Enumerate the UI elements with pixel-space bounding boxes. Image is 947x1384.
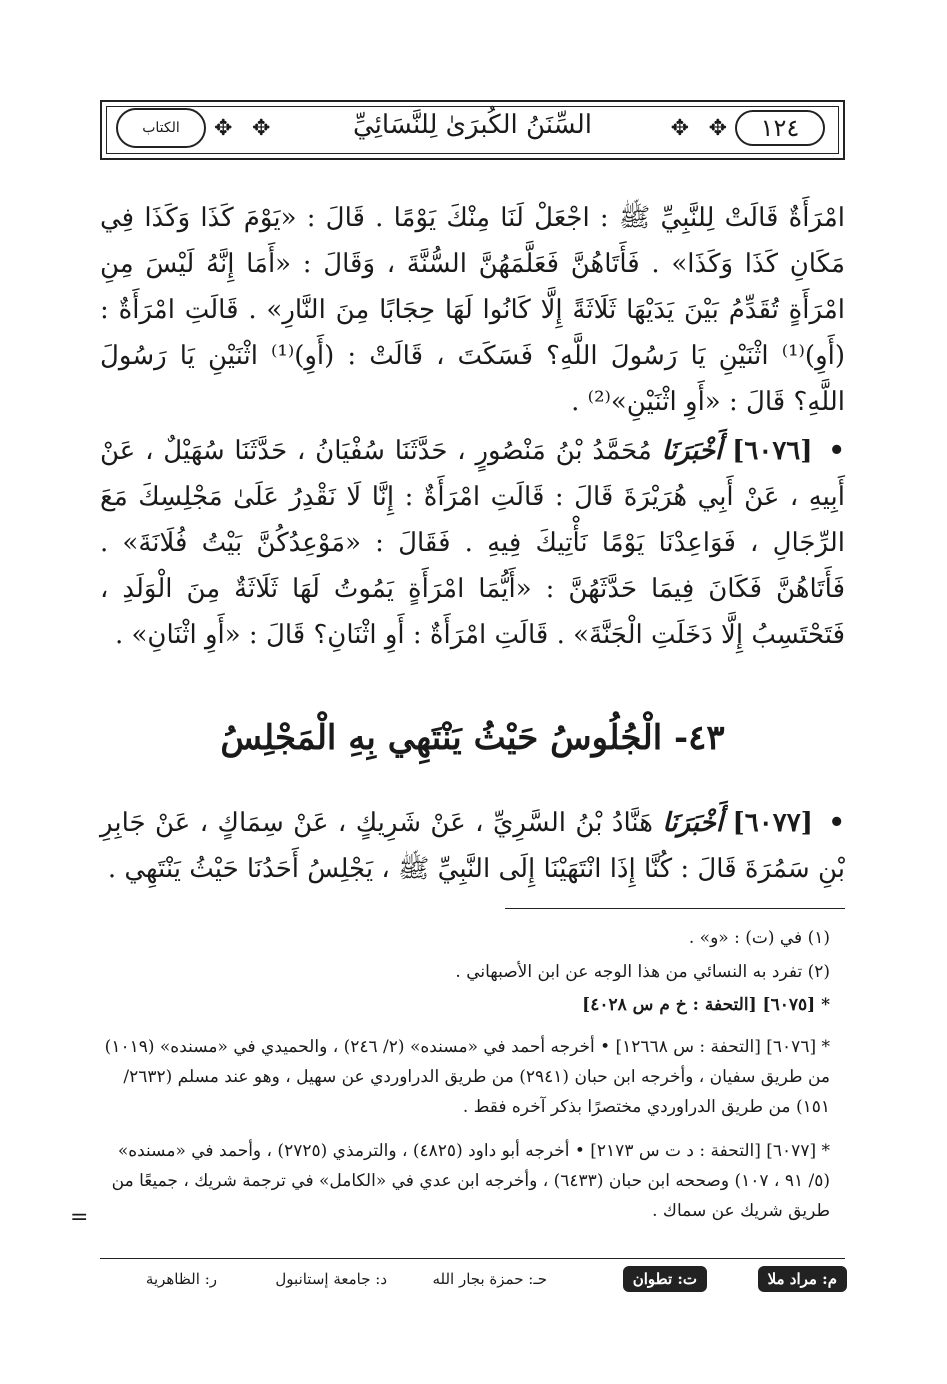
- footnote-divider: [505, 908, 845, 909]
- manuscript-badge-t: ت: تطوان: [623, 1266, 707, 1292]
- takhrij-6076: * [٦٠٧٦] [التحفة : س ١٢٦٦٨] • أخرجه أحمد في «مسنده» (٢/ ٢٤٦) ، والحميدي في «مسنده» (١٠١٩) من طريق سفيان ، وأخرجه ابن حبان (٢٩٤١) من طريق الدراوردي عن سهيل ، وهو عند مسلم (٢٦٣٢/ ١٥١) من طريق الدراوردي مختصرًا بذكر آخره فقط .: [104, 1037, 830, 1117]
- hadith-number: [٦٠٧٧]: [732, 808, 813, 838]
- hadith-number: [٦٠٧٦]: [732, 436, 813, 466]
- manuscript-d: د: جامعة إستانبول: [275, 1270, 387, 1288]
- footnote-1: (١) في (ت) : «و» .: [688, 928, 830, 948]
- hadith-text: مُحَمَّدُ بْنُ مَنْصُورٍ ، حَدَّثَنَا سُفْيَانُ ، حَدَّثَنَا سُهَيْلٌ ، عَنْ أَبِيهِ ، عَنْ أَبِي هُرَيْرَةَ قَالَ : قَالَتِ امْرَأَةٌ : إِنَّا لَا نَقْدِرُ عَلَىٰ مَجْلِسِكَ مَعَ الرِّجَالِ ، فَوَاعِدْنَا يَوْمًا نَأْتِيكَ فِيهِ . فَقَالَ : «مَوْعِدُكُنَّ بَيْتُ فُلَانَةَ» . فَأَتَاهُنَّ فَكَانَ فِيمَا حَدَّثَهُنَّ : «أَيُّمَا امْرَأَةٍ يَمُوتُ لَهَا ثَلَاثَةٌ مِنَ الْوَلَدِ ، فَتَحْتَسِبُ إِلَّا دَخَلَتِ الْجَنَّةَ» . قَالَتِ امْرَأَةٌ : أَوِ اثْنَانِ؟ قَالَ : «أَوِ اثْنَانِ» .: [100, 436, 845, 650]
- continuation-mark: =: [70, 1205, 89, 1230]
- manuscript-h: حـ: حمزة بجار الله: [432, 1270, 547, 1288]
- page-number: ١٢٤: [735, 110, 825, 146]
- decor-knot-icon: ✥: [670, 116, 689, 141]
- book-title: السِّنَنُ الكُبرَىٰ لِلنَّسَائِيِّ: [353, 110, 592, 140]
- hadith-6077: [100, 800, 845, 892]
- decor-knot-icon: ✥: [214, 116, 233, 141]
- narration-marker: أَخْبَرَنَا: [661, 436, 723, 466]
- narration-marker: أَخْبَرَنَا: [662, 808, 724, 838]
- takhrij-6075: * [٦٠٧٥] [التحفة : خ م س ٤٠٢٨]: [582, 995, 830, 1015]
- decor-knot-icon: ✥: [708, 116, 727, 141]
- ornament-text: الكتاب: [142, 120, 180, 136]
- hadith-6076: [100, 428, 845, 658]
- header-ornament: [116, 108, 206, 148]
- paragraph-continuation: امْرَأَةٌ قَالَتْ لِلنَّبِيِّ ﷺ : اجْعَلْ لَنَا مِنْكَ يَوْمًا . قَالَ : «يَوْمَ كَذَا وَكَذَا فِي مَكَانِ كَذَا وَكَذَا» . فَأَتَاهُنَّ فَعَلَّمَهُنَّ السُّنَّةَ ، وَقَالَ : «أَمَا إِنَّهُ لَيْسَ مِنِ امْرَأَةٍ تُقَدِّمُ بَيْنَ يَدَيْهَا ثَلَاثَةً إِلَّا كَانُوا لَهَا حِجَابًا مِنَ النَّارِ» . قَالَتِ امْرَأَةٌ : (أَوِ)⁽¹⁾ اثْنَيْنِ يَا رَسُولَ اللَّهِ؟ فَسَكَتَ ، قَالَتْ : (أَوِ)⁽¹⁾ اثْنَيْنِ يَا رَسُولَ اللَّهِ؟ قَالَ : «أَوِ اثْنَيْنِ»⁽²⁾ .: [100, 203, 845, 417]
- bottom-divider: [100, 1258, 845, 1259]
- takhrij-6077: * [٦٠٧٧] [التحفة : د ت س ٢١٧٣] • أخرجه أبو داود (٤٨٢٥) ، والترمذي (٢٧٢٥) ، وأحمد في «مسنده» (٥/ ٩١ ، ١٠٧) وصححه ابن حبان (٦٤٣٣) ، وأخرجه ابن عدي في «الكامل» في ترجمة شريك ، جميعًا من طريق شريك عن سماك .: [111, 1141, 830, 1221]
- page-header: [100, 100, 845, 160]
- chapter-heading: ٤٣- الْجُلُوسُ حَيْثُ يَنْتَهِي بِهِ الْمَجْلِسُ: [220, 718, 725, 758]
- decor-knot-icon: ✥: [252, 116, 271, 141]
- footnote-2: (٢) تفرد به النسائي من هذا الوجه عن ابن الأصبهاني .: [455, 962, 830, 982]
- bullet-icon: •: [828, 436, 846, 466]
- manuscript-r: ر: الظاهرية: [145, 1270, 217, 1288]
- hadith-text: هَنَّادُ بْنُ السَّرِيِّ ، عَنْ شَرِيكٍ ، عَنْ سِمَاكٍ ، عَنْ جَابِرِ بْنِ سَمُرَةَ قَالَ : كُنَّا إِذَا انْتَهَيْنَا إِلَى النَّبِيِّ ﷺ ، يَجْلِسُ أَحَدُنَا حَيْثُ يَنْتَهِي .: [100, 808, 845, 884]
- bullet-icon: •: [828, 808, 846, 838]
- manuscript-badge-m: م: مراد ملا: [758, 1266, 847, 1292]
